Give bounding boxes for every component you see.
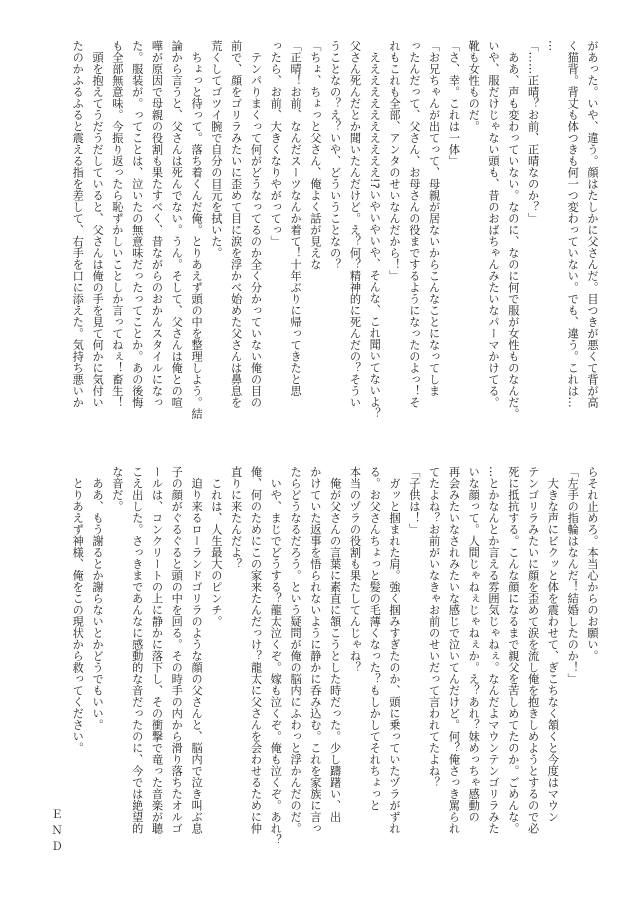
text-line: えええええええええええ!?いやいやいや、そんな、これ聞いてないよ？ xyxy=(368,40,382,420)
text-line: 嘩が原因で母親の役割も果たすべく、昔ながらのおかんスタイルになっ xyxy=(150,40,164,408)
text-line: … xyxy=(546,40,560,52)
text-line: 「左手の指輪はなんだ！結婚したのか！」 xyxy=(566,466,580,685)
text-line: 本当のヅラの役割も果たしてんじゃね？ xyxy=(348,466,362,673)
text-line: いや、まじでどうする？龍太泣くぞ。嫁も泣くぞ。俺も泣くぞ。あれ？ xyxy=(269,466,283,846)
text-line: 「……正晴？お前、正晴なのか？」 xyxy=(526,40,540,224)
upper-text-block xyxy=(54,40,602,450)
text-line: 大きな声にビクッと体を震わせて、ぎこちなく頷くと今度はマウン xyxy=(546,466,560,823)
text-line: 迫り来るローランドゴリラのような顔の父さんと、脳内で泣き叫ぶ息 xyxy=(190,466,204,834)
lower-text-block xyxy=(54,466,602,866)
end-mark: ＥＮＤ xyxy=(50,808,63,857)
text-line: 死に抵抗する。こんな顔になるまで親父を苦しめてたのか。ごめんな。 xyxy=(506,466,520,834)
text-line: 荒くしてゴツイ腕で自分の目元を拭いた。 xyxy=(209,40,223,259)
text-line: テンゴリラみたいに顔を歪めて涙を流し俺を抱きしめようとするので必 xyxy=(526,466,540,834)
text-line: があった。いや、違う。顔はたしかに父さんだ。目つきが悪くて背が高 xyxy=(586,40,599,408)
text-line: ああ、もう謝るとか謝らないとかどうでもいい。 xyxy=(91,466,105,731)
text-line: く猫背。背丈も体つきも何一つ変わっていない。でも、違う。これは… xyxy=(566,40,580,408)
text-line: ガッと掴まれた肩。強く掴みすぎたのか、頭に乗っていたヅラがずれ xyxy=(388,466,402,834)
text-line: た。服装が。ってことは、泣いたの無意味だったってことか。あの後悔 xyxy=(130,40,144,408)
text-line: 直りに来たんだよ？ xyxy=(229,466,243,570)
text-line: かけていた返事を悟られないように静かに呑み込む。これを家族に言っ xyxy=(308,466,322,834)
text-line: たらどうなるだろう。という疑問が俺の脳内にふわっと浮かんだのだ。 xyxy=(289,466,303,834)
text-line: 俺が父さんの言葉に素直に頷こうとした時だった。少し躊躇い、出 xyxy=(328,466,342,823)
text-line: 前で、顔をゴリラみたいに歪めて目に涙を浮かべ始めた父さんは鼻息を xyxy=(229,40,243,408)
text-line: いな顔って。人間じゃねぇじゃねぇか。え？あれ？妹めっちゃ感動の xyxy=(467,466,481,823)
text-line: も全部無意味。今振り返ったら恥ずかしいことしか言ってねぇ！畜生！ xyxy=(110,40,124,408)
text-line: テンパりまくって何がどうなってるのか全く分かっていない俺の目の xyxy=(249,40,263,408)
text-line: れもこれも全部、アンタのせいなんだから！」 xyxy=(388,40,402,282)
text-line: てたよね？お前がいなきゃお前のせいだって言われてたよね？ xyxy=(427,466,441,788)
text-line: ールは、コンクリートの上に静かに落下し、その衝撃で竜った音楽が聴 xyxy=(150,466,164,834)
text-line: らそれ止めろ。本当心からのお願い。 xyxy=(586,466,599,662)
text-line: ったら、お前、大きくなりやがってっ」 xyxy=(269,40,283,247)
text-line: 父さん死んだとか聞いたんだけど。え？何？精神的に死んだの？そうい xyxy=(348,40,362,408)
text-line: こえ出した。さっきまであんなに感動的な音だったのに、今では絶望的 xyxy=(130,466,144,834)
text-line: る。お父さんちょっと髪の毛薄くなった？もしかしてそれちょっと xyxy=(368,466,382,811)
text-line: 「ちょ、ちょっと父さん、俺よく話が見えな xyxy=(308,40,322,270)
text-line: とりあえず神様、俺をこの現状から救ってください。 xyxy=(71,466,85,754)
text-line: 靴も女性ものだ。 xyxy=(467,40,481,132)
text-line: な音だ。 xyxy=(110,466,124,512)
text-line: これは、人生最大のピンチ。 xyxy=(209,466,223,627)
text-line: 「さ、幸。これは一体」 xyxy=(447,40,461,167)
text-line: ああ、声も変わっていない。なのに、なのに何で服が女性ものなんだ。 xyxy=(506,40,520,420)
text-line: いや、服だけじゃない頭も、昔のおばちゃんみたいなパーマかけてる。 xyxy=(487,40,501,408)
text-line: ちょっと待って。落ち着くんだ俺。とりあえず頭の中を整理しよう。結 xyxy=(190,40,204,420)
text-line: 「子供は！」 xyxy=(407,466,421,535)
text-line: …とかなんとか言える雰囲気じゃねぇ。なんだよマウンテンゴリラみた xyxy=(487,466,501,834)
text-line: 再会みたいなされみたいな感じで泣いてんだけど。何？俺さっき罵られ xyxy=(447,466,461,834)
text-line: うことなの？え？いや、どういうことなの？ xyxy=(328,40,342,270)
text-line: 「お兄ちゃんが出てって、母親が居ないからこんなことになってしま xyxy=(427,40,441,397)
text-line: ったんだって、父さん、お母さんの役までするようになったのよっ！そ xyxy=(407,40,421,408)
text-line: 俺、何のためにこの家来たんだっけ？龍太に父さんを会わせるために仲 xyxy=(249,466,263,834)
text-line: 子の顔がぐるぐると頭の中を回る。その時手の内から滑り落ちたオルゴ xyxy=(170,466,184,834)
text-line: 「正晴！お前、なんだスーツなんか着て！十年ぶりに帰ってきたと思 xyxy=(289,40,303,397)
text-line: 頭を抱えてうだうだしていると、父さんは俺の手を見て何かに気付い xyxy=(91,40,105,408)
text-line: たのかふるふると震える指を差して、右手を口に添えた。気持ち悪いか xyxy=(71,40,85,408)
text-line: 論から言うと、父さんは死んでない。うん。そして、父さんは俺との喧 xyxy=(170,40,184,408)
